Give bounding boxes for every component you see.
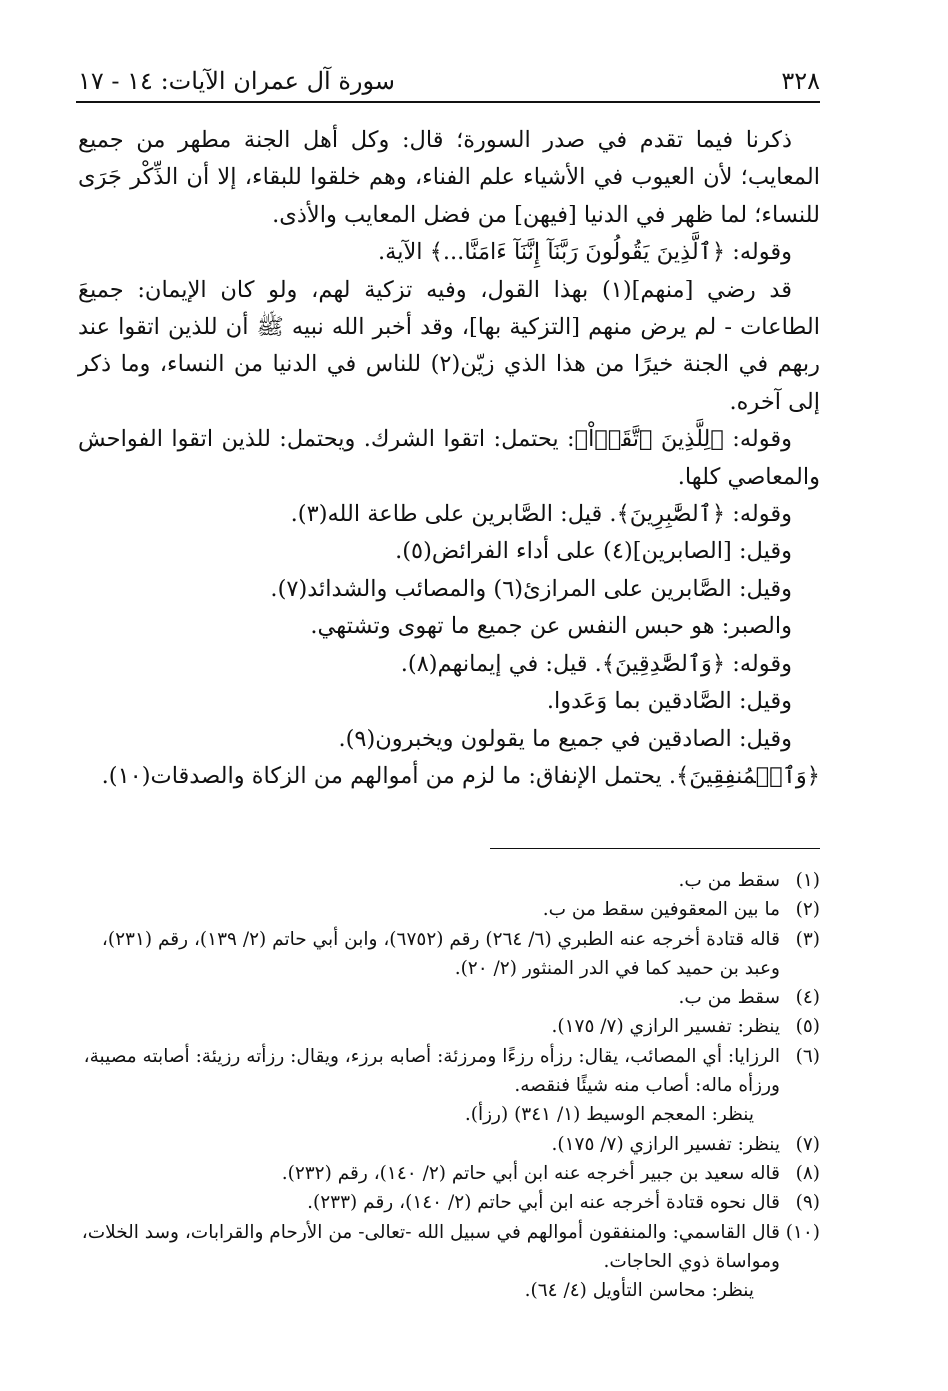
footnote-number: (٣) [795,928,820,950]
footnote-text: قاله قتادة أخرجه عنه الطبري (٦/ ٢٦٤) رقم (٦٧٥٢)، وابن أبي حاتم (٢/ ١٣٩)، رقم (٢٣١)، [101,928,780,950]
footnote-text: سقط من ب. [678,870,780,891]
footnote-number: (٦) [795,1045,820,1067]
footnote [78,1042,820,1071]
footnote [78,1188,820,1217]
footnote [78,1159,820,1188]
paragraph: وقوله: ﴿لِلَّذِينَ ٱتَّقَوۡاْ﴾: يحتمل: اتقوا الشرك. ويحتمل: للذين اتقوا الفواحش والمعاصي كلها. [78,426,820,490]
main-text [78,122,820,795]
footnote-number: (٨) [795,1162,820,1184]
footnote-text: ما بين المعقوفين سقط من ب. [542,899,780,921]
footnote-text: قاله سعيد بن جبير أخرجه عنه ابن أبي حاتم (٢/ ١٤٠)، رقم (٢٣٢). [281,1162,780,1184]
footnote-text: قال القاسمي: والمنفقون أموالهم في سبيل الله -تعالى- من الأرحام والقرابات، وسد الخلات، [81,1221,780,1243]
footnote [78,895,820,924]
paragraph: وقيل: الصَّابرين على المرازئ(٦) والمصائب والشدائد(٧). [270,575,792,602]
footnote [78,1012,820,1041]
footnote-separator [490,848,820,849]
footnote [78,1130,820,1159]
footnote-number: (٥) [795,1016,820,1038]
footnotes [78,866,820,1305]
running-title: سورة آل عمران الآيات: ١٤ - ١٧ [78,67,395,95]
footnote [78,866,820,895]
footnote-number: (٧) [795,1133,820,1155]
footnote [78,925,820,954]
footnote-continuation: وعبد بن حميد كما في الدر المنثور (٢/ ٢٠). [454,957,780,979]
paragraph: وقوله: ﴿ٱلصَّٰبِرِينَ﴾. قيل: الصَّابرين على طاعة الله(٣). [290,501,792,528]
paragraph: والصبر: هو حبس النفس عن جميع ما تهوى وتشتهي. [310,613,792,640]
paragraph: قد رضي [منهم](١) بهذا القول، وفيه تزكية لهم، ولو كان الإيمان: جميعَ الطاعات - لم يرض منهم [التزكية بها]، وقد أخبر الله نبيه ﷺ أن للذين اتقوا عند ربهم في الجنة خيرًا من هذا الذي زيّن(٢) للناس في الدنيا من النساء، وما ذكر إلى آخره. [78,276,821,415]
paragraph: ﴿وَٱلۡمُنفِقِينَ﴾. يحتمل الإنفاق: ما لزم من أموالهم من الزكاة والصدقات(١٠). [101,762,820,789]
footnote-text: ينظر: تفسير الرازي (٧/ ١٧٥). [551,1016,780,1038]
footnote-text: سقط من ب. [678,987,780,1009]
paragraph: وقوله: ﴿وَٱلصَّٰدِقِينَ﴾. قيل: في إيمانهم(٨). [400,650,792,677]
footnote [78,983,820,1012]
footnote-text: ينظر: تفسير الرازي (٧/ ١٧٥). [551,1133,780,1155]
footnote-reference: ينظر: محاسن التأويل (٤/ ٦٤). [524,1280,754,1302]
paragraph: وقوله: ﴿ٱلَّذِينَ يَقُولُونَ رَبَّنَآ إِنَّنَآ ءَامَنَّا...﴾ الآية. [377,239,792,266]
footnote-number: (١٠) [785,1221,820,1243]
footnote-number: (٤) [795,987,820,1009]
paragraph: وقيل: الصادقين في جميع ما يقولون ويخبرون(٩). [338,725,792,752]
footnote [78,1218,820,1247]
page-header [78,52,820,96]
footnote-text: الرزايا: أي المصائب، يقال: رزأه رزءًا ومرزئة: أصابه برزء، ويقال: رزأته رزيئة: أصابته مصيبة، [83,1045,780,1067]
footnote-text: قال نحوه قتادة أخرجه عنه ابن أبي حاتم (٢/ ١٤٠)، رقم (٢٣٣). [307,1192,780,1214]
footnote-continuation: ورزأه ماله: أصاب منه شيئًا فنقصه. [514,1075,780,1097]
footnote-number: (٩) [795,1192,820,1214]
paragraph: وقيل: الصَّادقين بما وَعَدوا. [546,688,792,715]
footnote-number: (١) [795,870,820,891]
footnote-number: (٢) [795,899,820,921]
footnote-reference: ينظر: المعجم الوسيط (١/ ٣٤١) (رزأ). [464,1104,754,1126]
header-rule [76,101,820,103]
page-number: ٣٢٨ [781,67,820,95]
paragraph: ذكرنا فيما تقدم في صدر السورة؛ قال: وكل أهل الجنة مطهر من جميع المعايب؛ لأن العيوب في الأشياء علم الفناء، وهم خلقوا للبقاء، إلا أن الذِّكْر جَرَى للنساء؛ لما ظهر في الدنيا [فيهن] من فضل المعايب والأذى. [78,127,820,228]
paragraph: وقيل: [الصابرين](٤) على أداء الفرائض(٥). [395,538,792,565]
footnote-continuation: ومواساة ذوي الحاجات. [603,1250,780,1272]
